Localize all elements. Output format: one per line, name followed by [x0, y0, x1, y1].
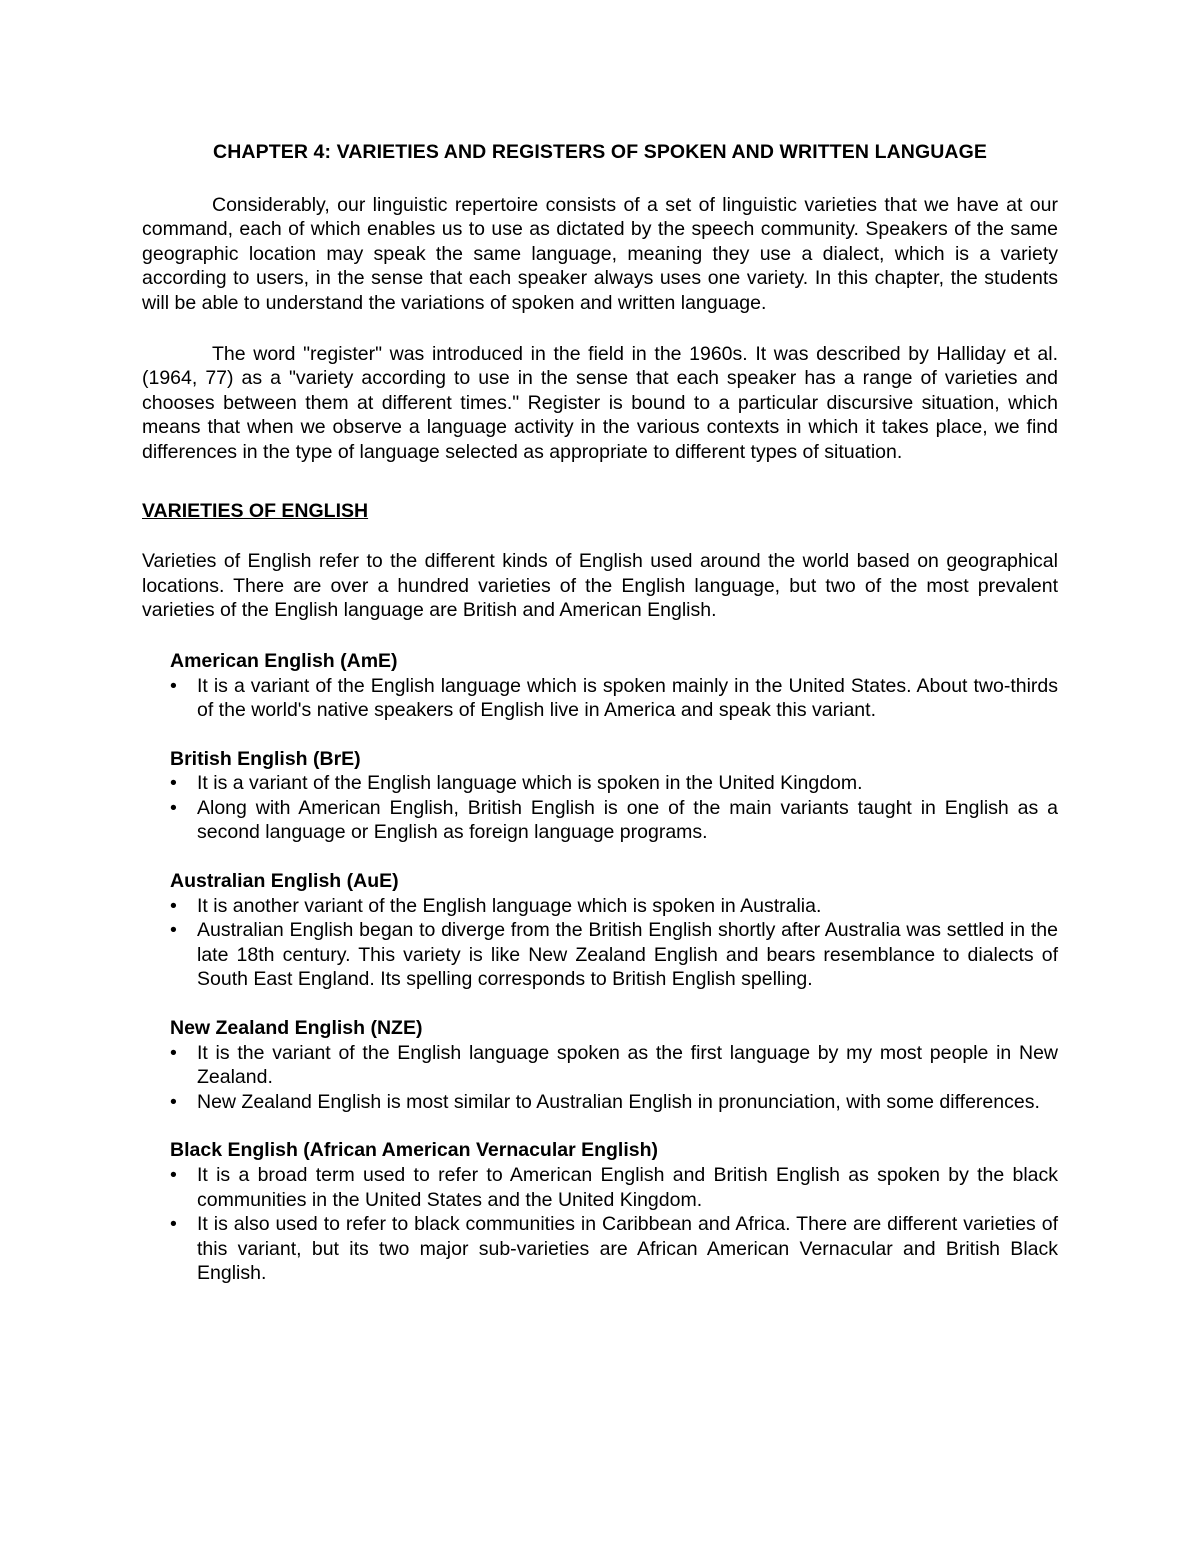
- section-paragraph: Varieties of English refer to the different kinds of English used around the world based on geographical locations. There are over a hundred varieties of the English language, but two of the most prevalent varieties of the English language are British and American English.: [142, 550, 1058, 622]
- chapter-title: CHAPTER 4: VARIETIES AND REGISTERS OF SPOKEN AND WRITTEN LANGUAGE: [213, 141, 987, 163]
- bullet-icon: •: [170, 1041, 177, 1064]
- bullet-item: [170, 918, 1058, 992]
- bullet-item: [170, 674, 1058, 723]
- bullet-item: [170, 1163, 1058, 1212]
- bullet-text: It is also used to refer to black communities in Caribbean and Africa. There are different varieties of this variant, but its two major sub-varieties are African American Vernacular and British Black English.: [197, 1213, 1058, 1285]
- section-heading: VARIETIES OF ENGLISH: [142, 499, 369, 522]
- bullet-icon: •: [170, 796, 177, 819]
- bullet-icon: •: [170, 1164, 177, 1186]
- bullet-list: [170, 771, 1058, 845]
- variety-title: British English (BrE): [170, 747, 361, 770]
- bullet-text: It is another variant of the English language which is spoken in Australia.: [197, 894, 822, 917]
- bullet-item: [170, 1090, 1058, 1115]
- bullet-icon: •: [170, 1213, 177, 1236]
- variety-american-english: [170, 649, 1058, 723]
- intro-paragraph-1: Considerably, our linguistic repertoire consists of a set of linguistic varieties that we have at our command, each of which enables us to use as dictated by the speech community. Speakers of the same geographic location may speak the same language, meaning they use a dialect, which is a variety according to users, in the sense that each speaker always uses one variety. In this chapter, the students will be able to understand the variations of spoken and written language.: [142, 193, 1058, 314]
- variety-australian-english: [170, 869, 1058, 992]
- variety-title: Black English (African American Vernacular English): [170, 1139, 659, 1162]
- bullet-text: Australian English began to diverge from the British English shortly after Australia was settled in the late 18th century. This variety is like New Zealand English and bears resemblance to dialects of South East England. Its spelling corresponds to British English spelling.: [197, 919, 1058, 991]
- bullet-icon: •: [170, 1090, 177, 1113]
- bullet-list: [170, 894, 1058, 992]
- variety-title: American English (AmE): [170, 649, 398, 672]
- bullet-text: Along with American English, British English is one of the main variants taught in English as a second language or English as foreign language programs.: [197, 796, 1058, 844]
- bullet-text: It is a variant of the English language which is spoken in the United Kingdom.: [197, 772, 863, 795]
- variety-british-english: [170, 747, 1058, 845]
- bullet-list: [170, 1163, 1058, 1286]
- bullet-list: [170, 1041, 1058, 1115]
- bullet-item: [170, 1212, 1058, 1286]
- variety-new-zealand-english: [170, 1016, 1058, 1114]
- variety-title: Australian English (AuE): [170, 870, 399, 893]
- bullet-icon: •: [170, 674, 177, 697]
- bullet-item: [170, 1041, 1058, 1090]
- bullet-text: It is a broad term used to refer to American English and British English as spoken by the black communities in the United States and the United Kingdom.: [197, 1164, 1058, 1211]
- bullet-text: New Zealand English is most similar to Australian English in pronunciation, with some differences.: [197, 1090, 1040, 1113]
- document-page: [142, 140, 1058, 1310]
- bullet-list: [170, 674, 1058, 723]
- bullet-text: It is the variant of the English language spoken as the first language by my most people in New Zealand.: [197, 1041, 1058, 1089]
- bullet-item: [170, 796, 1058, 845]
- variety-title: New Zealand English (NZE): [170, 1017, 423, 1040]
- bullet-item: [170, 894, 1058, 919]
- bullet-item: [170, 771, 1058, 796]
- bullet-icon: •: [170, 919, 177, 942]
- bullet-icon: •: [170, 894, 177, 917]
- bullet-icon: •: [170, 772, 177, 795]
- variety-black-english: [170, 1138, 1058, 1286]
- intro-paragraph-2: The word "register" was introduced in the field in the 1960s. It was described by Halliday et al. (1964, 77) as a "variety according to use in the sense that each speaker has a range of varieties and chooses between them at different times." Register is bound to a particular discursive situation, which means that when we observe a language activity in the various contexts in which it takes place, we find differences in the type of language selected as appropriate to different types of situation.: [142, 342, 1058, 463]
- bullet-text: It is a variant of the English language which is spoken mainly in the United States. About two-thirds of the world's native speakers of English live in America and speak this variant.: [197, 674, 1058, 722]
